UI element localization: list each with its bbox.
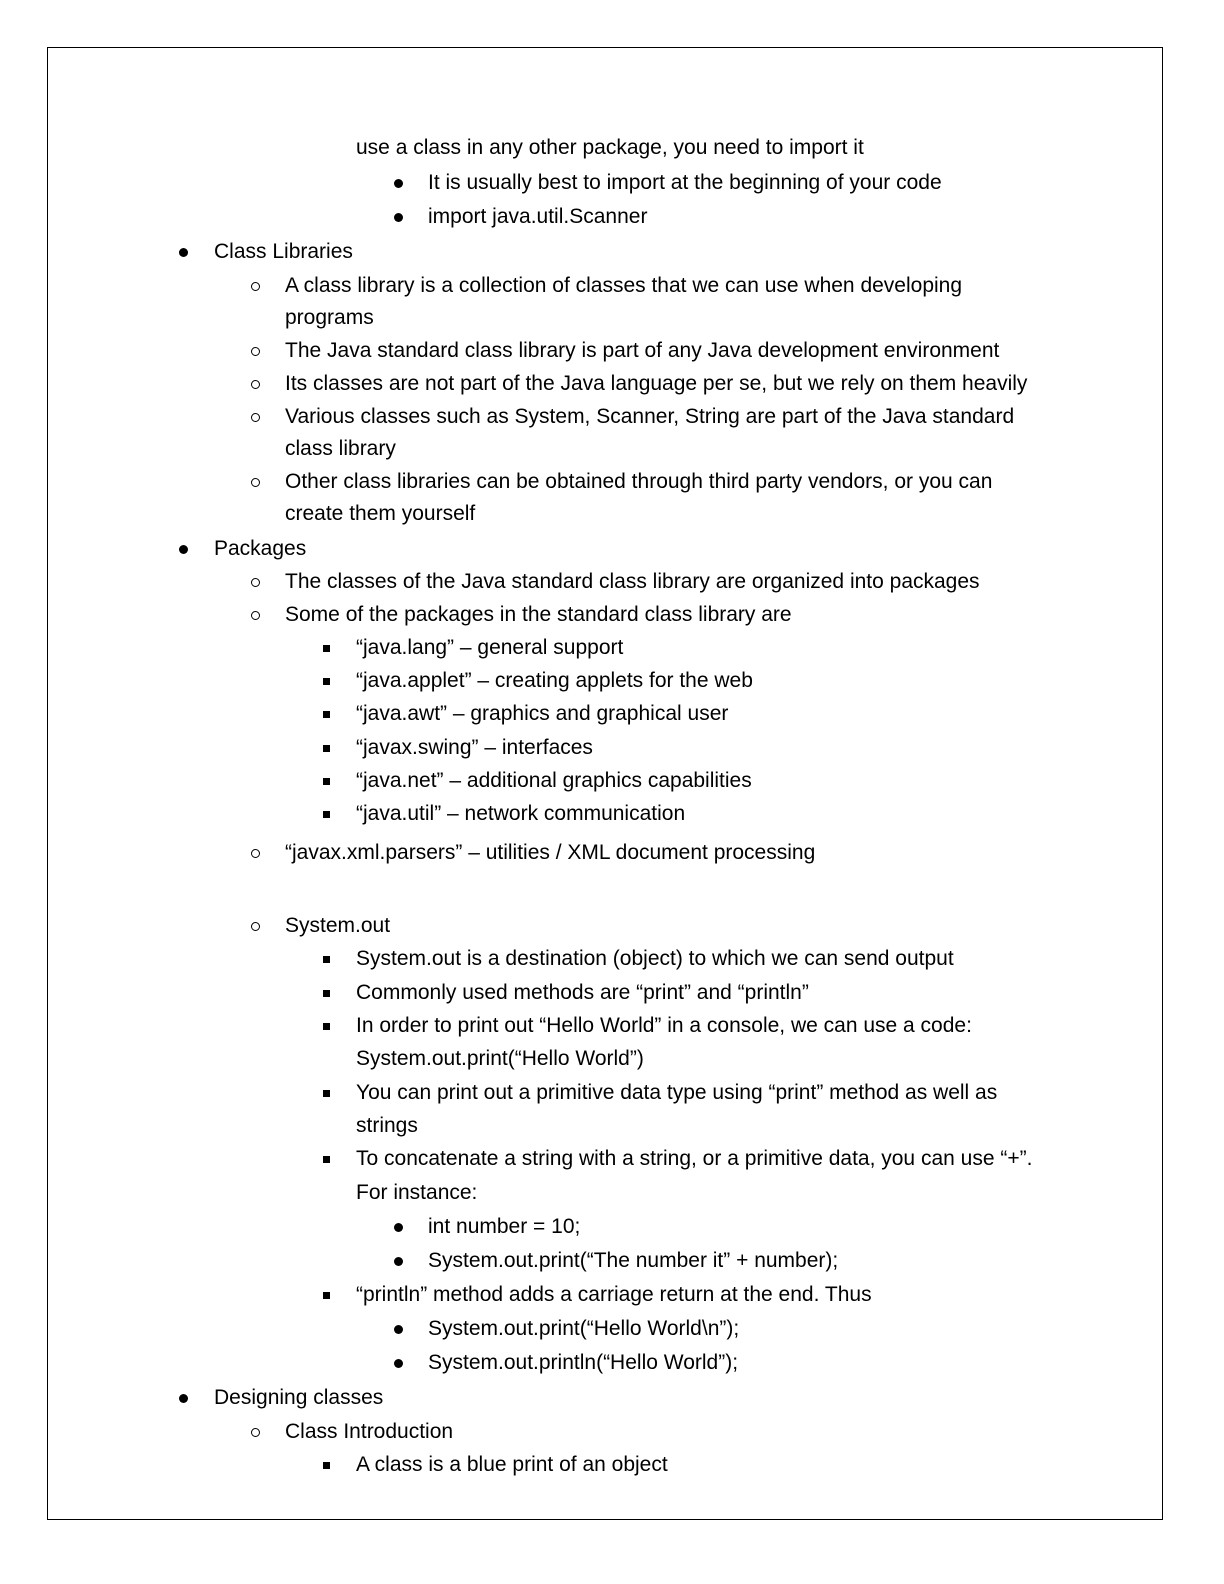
bullet-square-icon — [323, 678, 330, 685]
bullet-ring-icon — [251, 478, 260, 487]
bullet-ring-icon — [251, 380, 260, 389]
bullet-square-icon — [323, 956, 330, 963]
line-text: “java.awt” – graphics and graphical user — [356, 702, 729, 725]
line-text: Designing classes — [214, 1386, 384, 1409]
bullet-disc-icon — [394, 1359, 403, 1368]
bullet-square-icon — [323, 711, 330, 718]
line-text: System.out.print(“The number it” + number); — [428, 1249, 839, 1272]
line-text: System.out.print(“Hello World”) — [356, 1047, 644, 1070]
bullet-ring-icon — [251, 1428, 260, 1437]
line-text: “javax.xml.parsers” – utilities / XML document processing — [285, 841, 816, 864]
line-text: You can print out a primitive data type using “print” method as well as — [356, 1081, 998, 1104]
line-text: programs — [285, 306, 374, 329]
line-text: A class library is a collection of classes that we can use when developing — [285, 274, 963, 297]
bullet-ring-icon — [251, 611, 260, 620]
line-text: System.out.println(“Hello World”); — [428, 1351, 739, 1374]
line-text: Some of the packages in the standard class library are — [285, 603, 792, 626]
bullet-disc-icon — [179, 1394, 188, 1403]
line-text: “java.util” – network communication — [356, 802, 686, 825]
line-text: To concatenate a string with a string, or a primitive data, you can use “+”. — [356, 1147, 1033, 1170]
line-text: “java.lang” – general support — [356, 636, 624, 659]
bullet-square-icon — [323, 1292, 330, 1299]
bullet-disc-icon — [394, 1223, 403, 1232]
bullet-square-icon — [323, 1156, 330, 1163]
line-text: The Java standard class library is part of any Java development environment — [285, 339, 1000, 362]
bullet-disc-icon — [394, 179, 403, 188]
line-text: Commonly used methods are “print” and “println” — [356, 981, 809, 1004]
line-text: use a class in any other package, you need to import it — [356, 136, 864, 159]
line-text: A class is a blue print of an object — [356, 1453, 668, 1476]
line-text: The classes of the Java standard class library are organized into packages — [285, 570, 980, 593]
line-text: Class Introduction — [285, 1420, 454, 1443]
line-text: It is usually best to import at the beginning of your code — [428, 171, 942, 194]
bullet-square-icon — [323, 990, 330, 997]
line-text: Other class libraries can be obtained through third party vendors, or you can — [285, 470, 993, 493]
bullet-ring-icon — [251, 849, 260, 858]
line-text: strings — [356, 1114, 418, 1137]
bullet-square-icon — [323, 778, 330, 785]
line-text: “java.net” – additional graphics capabilities — [356, 769, 752, 792]
line-text: import java.util.Scanner — [428, 205, 648, 228]
line-text: System.out — [285, 914, 391, 937]
bullet-disc-icon — [394, 1325, 403, 1334]
bullet-ring-icon — [251, 578, 260, 587]
bullet-square-icon — [323, 1090, 330, 1097]
bullet-disc-icon — [394, 213, 403, 222]
bullet-ring-icon — [251, 413, 260, 422]
line-text: System.out.print(“Hello World\n”); — [428, 1317, 740, 1340]
bullet-square-icon — [323, 811, 330, 818]
line-text: System.out is a destination (object) to which we can send output — [356, 947, 954, 970]
bullet-square-icon — [323, 1462, 330, 1469]
line-text: In order to print out “Hello World” in a console, we can use a code: — [356, 1014, 972, 1037]
line-text: int number = 10; — [428, 1215, 581, 1238]
line-text: “java.applet” – creating applets for the web — [356, 669, 753, 692]
line-text: For instance: — [356, 1181, 478, 1204]
bullet-disc-icon — [179, 545, 188, 554]
line-text: create them yourself — [285, 502, 476, 525]
bullet-ring-icon — [251, 347, 260, 356]
line-text: Packages — [214, 537, 307, 560]
line-text: class library — [285, 437, 396, 460]
bullet-square-icon — [323, 745, 330, 752]
line-text: “javax.swing” – interfaces — [356, 736, 593, 759]
bullet-ring-icon — [251, 282, 260, 291]
bullet-square-icon — [323, 1023, 330, 1030]
line-text: Class Libraries — [214, 240, 353, 263]
bullet-disc-icon — [179, 248, 188, 257]
bullet-disc-icon — [394, 1257, 403, 1266]
line-text: Its classes are not part of the Java language per se, but we rely on them heavily — [285, 372, 1028, 395]
line-text: “println” method adds a carriage return at the end. Thus — [356, 1283, 872, 1306]
bullet-square-icon — [323, 645, 330, 652]
bullet-ring-icon — [251, 922, 260, 931]
line-text: Various classes such as System, Scanner, String are part of the Java standard — [285, 405, 1015, 428]
